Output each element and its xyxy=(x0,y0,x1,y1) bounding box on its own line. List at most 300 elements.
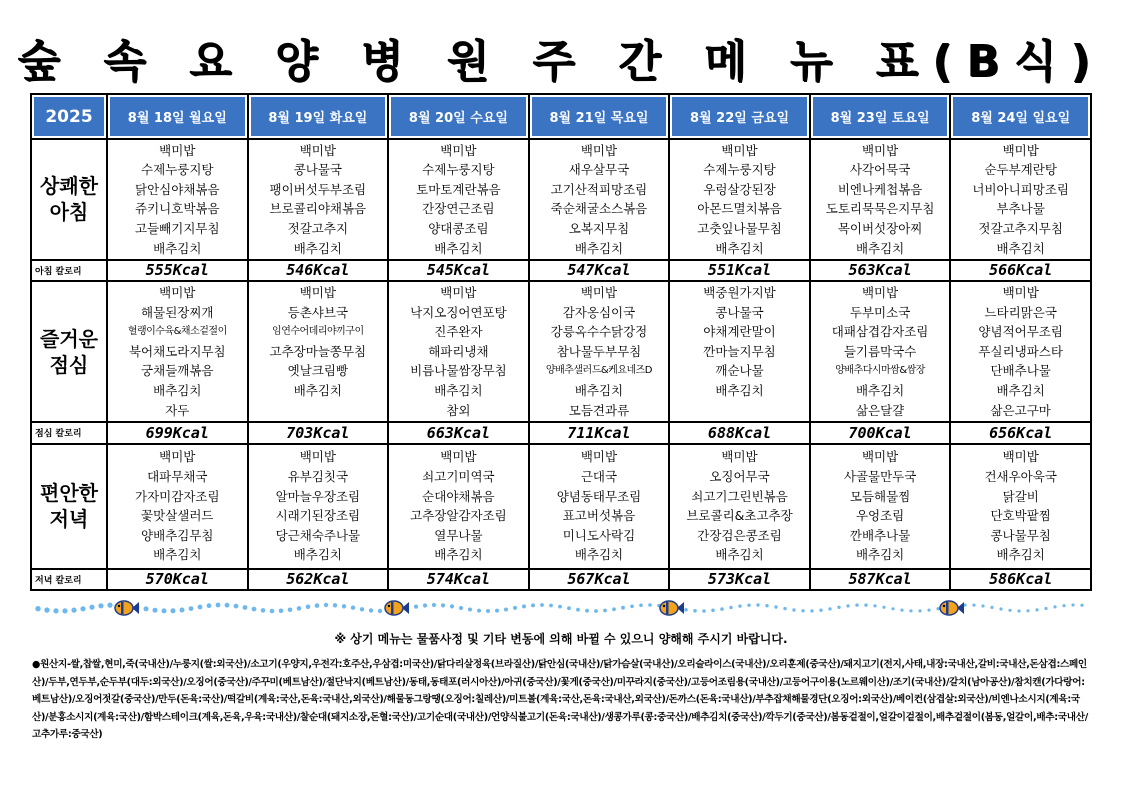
menu-item: 순두부계란탕 xyxy=(984,162,1057,178)
fish-icon xyxy=(115,601,139,615)
bubble xyxy=(648,603,652,607)
bubble xyxy=(279,609,284,614)
bubble xyxy=(819,609,822,612)
bubble xyxy=(189,606,194,611)
menu-item: 단호박팥찜 xyxy=(990,508,1051,524)
menu-item: 배추김치 xyxy=(153,547,202,563)
kcal-value: 700Kcal xyxy=(810,422,951,443)
menu-cell xyxy=(529,281,670,422)
bubble xyxy=(1080,604,1083,607)
menu-cell xyxy=(950,281,1091,422)
notice-text: ※ 상기 메뉴는 물품사정 및 기타 변동에 의해 바뀔 수 있으니 양해해 주시기 바랍니다. xyxy=(334,632,788,646)
menu-item: 브로콜리야채볶음 xyxy=(269,201,367,217)
bubble xyxy=(180,608,185,613)
bubble xyxy=(585,609,589,613)
bubble xyxy=(720,607,724,611)
bubble xyxy=(378,609,382,613)
bubble xyxy=(216,603,221,608)
menu-item: 양배추다시마쌈&쌈장 xyxy=(835,365,925,377)
kcal-value: 573Kcal xyxy=(669,569,810,590)
menu-item: 백미밥 xyxy=(861,449,899,465)
menu-cell xyxy=(388,139,529,260)
day-header: 8월 20일 수요일 xyxy=(388,94,529,139)
day-header: 8월 18일 월요일 xyxy=(107,94,248,139)
menu-cell xyxy=(669,139,810,260)
day-header: 8월 22일 금요일 xyxy=(669,94,810,139)
kcal-value: 567Kcal xyxy=(529,569,670,590)
bubble xyxy=(540,603,544,607)
bubble xyxy=(783,607,786,610)
fish-icon xyxy=(660,601,684,615)
menu-item: 젓갈고추지 xyxy=(287,220,349,236)
bubble xyxy=(936,607,939,610)
meal-label-line: 저녁 xyxy=(49,507,89,532)
kcal-row xyxy=(31,422,1091,443)
kcal-row xyxy=(31,260,1091,281)
bubble xyxy=(107,603,112,608)
menu-item: 깐배추나물 xyxy=(849,527,911,543)
bubble xyxy=(360,607,364,611)
bubble xyxy=(909,609,912,612)
menu-item: 모듬해물찜 xyxy=(849,488,911,504)
menu-item: 쥬키니호박볶음 xyxy=(135,201,220,217)
menu-cell xyxy=(669,444,810,569)
menu-item: 쇠고기그린빈볶음 xyxy=(691,488,788,504)
menu-item: 백미밥 xyxy=(861,285,899,301)
menu-item: 배추김치 xyxy=(715,547,764,563)
menu-item: 두부미소국 xyxy=(849,304,911,320)
menu-item: 등촌샤브국 xyxy=(287,304,349,320)
day-header: 8월 19일 화요일 xyxy=(248,94,389,139)
bubble xyxy=(891,607,894,610)
menu-item: 백미밥 xyxy=(299,285,336,301)
bubble xyxy=(702,609,706,613)
bubble xyxy=(252,607,257,612)
menu-item: 깐마늘지무침 xyxy=(703,343,776,359)
menu-item: 오복지무침 xyxy=(568,220,630,236)
menu-item: 백미밥 xyxy=(1002,142,1039,158)
menu-item: 대패삼겹감자조림 xyxy=(831,324,929,340)
bubble xyxy=(729,606,732,609)
menu-item: 백미밥 xyxy=(440,285,477,301)
kcal-value: 586Kcal xyxy=(950,569,1091,590)
bubble xyxy=(432,603,436,607)
kcal-value: 703Kcal xyxy=(248,422,389,443)
day-header: 8월 23일 토요일 xyxy=(810,94,951,139)
menu-item: 자두 xyxy=(165,402,190,418)
bubble xyxy=(594,609,598,613)
menu-cell xyxy=(529,444,670,569)
menu-item: 삶은달걀 xyxy=(855,402,905,418)
bubble xyxy=(1017,609,1020,612)
menu-item: 순대야채볶음 xyxy=(422,488,495,504)
menu-item: 비엔나케첩볶음 xyxy=(837,181,923,197)
bubble xyxy=(333,603,337,607)
bubble xyxy=(144,606,149,611)
menu-item: 목이버섯장아찌 xyxy=(837,220,923,236)
bubble xyxy=(198,605,203,610)
bubble xyxy=(477,609,481,613)
menu-item: 양념적어무조림 xyxy=(978,324,1063,340)
bubble xyxy=(612,607,616,611)
menu-item: 콩나물무침 xyxy=(990,527,1051,543)
menu-item: 아몬드멸치볶음 xyxy=(697,201,782,217)
bubble xyxy=(261,608,266,613)
kcal-value: 688Kcal xyxy=(669,422,810,443)
menu-cell xyxy=(669,281,810,422)
menu-item: 진주완자 xyxy=(434,324,483,340)
menu-item: 유부김칫국 xyxy=(287,468,349,484)
meal-label xyxy=(31,281,107,422)
header-row xyxy=(31,94,1091,139)
bubble xyxy=(738,604,741,607)
bubble xyxy=(225,603,230,608)
bubble xyxy=(1062,604,1065,607)
menu-item: 사각어묵국 xyxy=(849,162,911,178)
menu-cell xyxy=(810,444,951,569)
bubble xyxy=(414,605,418,609)
bubble xyxy=(558,605,562,609)
bubble xyxy=(855,603,858,606)
menu-item: 백미밥 xyxy=(861,142,899,158)
bubble xyxy=(1053,605,1056,608)
kcal-value: 663Kcal xyxy=(388,422,529,443)
menu-item: 알마늘우장조림 xyxy=(275,488,361,504)
page-title: 숲 속 요 양 병 원 주 간 메 뉴 표(B식) xyxy=(17,36,1105,87)
menu-item: 배추김치 xyxy=(715,383,764,399)
menu-item: 깨순나물 xyxy=(715,363,764,379)
kcal-value: 574Kcal xyxy=(388,569,529,590)
menu-item: 고추장마늘쫑무침 xyxy=(269,343,367,359)
menu-item: 수제누룽지탕 xyxy=(422,162,495,178)
menu-item: 양배추샐러드&케요네즈D xyxy=(545,365,653,377)
bubble xyxy=(423,603,427,607)
menu-item: 백미밥 xyxy=(159,285,196,301)
menu-item: 너비아니피망조림 xyxy=(972,181,1069,197)
menu-item: 백미밥 xyxy=(580,449,618,465)
meal-label-line: 아침 xyxy=(49,200,89,225)
menu-item: 백미밥 xyxy=(440,142,477,158)
kcal-value: 547Kcal xyxy=(529,260,670,281)
bubble xyxy=(306,605,311,610)
bubble xyxy=(342,604,346,608)
bubble xyxy=(828,607,831,610)
menu-item: 북어채도라지무침 xyxy=(128,343,226,359)
kcal-value: 563Kcal xyxy=(810,260,951,281)
meal-label xyxy=(31,139,107,260)
bubble xyxy=(522,604,526,608)
menu-item: 양배추김무침 xyxy=(141,527,214,543)
meal-label-line: 즐거운 xyxy=(40,326,98,351)
menu-item: 배추김치 xyxy=(293,547,342,563)
bubble xyxy=(62,608,67,613)
menu-item: 오징어무국 xyxy=(709,468,770,484)
menu-item: 배추김치 xyxy=(153,240,202,256)
bubble xyxy=(288,608,293,613)
kcal-value: 566Kcal xyxy=(950,260,1091,281)
menu-item: 쇠고기미역국 xyxy=(422,468,495,484)
bubble xyxy=(1026,609,1029,612)
menu-item: 백중원가지밥 xyxy=(703,285,776,301)
menu-item: 참외 xyxy=(446,402,471,418)
menu-item: 우렁살강된장 xyxy=(703,181,776,197)
kcal-value: 711Kcal xyxy=(529,422,670,443)
kcal-value: 551Kcal xyxy=(669,260,810,281)
menu-item: 배추김치 xyxy=(855,240,905,256)
bubble xyxy=(621,606,625,610)
menu-item: 토마토계란볶음 xyxy=(416,181,501,197)
menu-item: 느타리맑은국 xyxy=(984,304,1057,320)
menu-item: 꽃맛살샐러드 xyxy=(141,508,214,524)
menu-item: 간장검은콩조림 xyxy=(697,527,782,543)
menu-item: 백미밥 xyxy=(580,285,618,301)
menu-item: 닭안심야채볶음 xyxy=(135,181,220,197)
bubble xyxy=(873,604,876,607)
bubble xyxy=(900,609,903,612)
bubble xyxy=(567,606,571,610)
kcal-value: 570Kcal xyxy=(107,569,248,590)
menu-item: 해파리냉채 xyxy=(428,343,489,359)
bubble xyxy=(441,603,445,607)
menu-item: 수제누룽지탕 xyxy=(703,162,776,178)
bubble xyxy=(630,605,634,609)
bubble xyxy=(162,608,167,613)
bubble xyxy=(270,609,275,614)
bubble xyxy=(801,609,804,612)
menu-item: 해물된장찌개 xyxy=(141,304,214,320)
kcal-label: 아침 칼로리 xyxy=(31,260,107,281)
menu-item: 고기산적피망조림 xyxy=(550,181,648,197)
bubble xyxy=(756,603,759,606)
bubble xyxy=(1044,607,1047,610)
menu-item: 고추장알감자조림 xyxy=(410,508,507,524)
menu-cell xyxy=(248,444,389,569)
menu-item xyxy=(670,401,809,421)
menu-item: 백미밥 xyxy=(1002,449,1039,465)
bubble xyxy=(1008,609,1011,612)
decorative-bubble-border xyxy=(34,597,1090,619)
menu-item: 야채계란말이 xyxy=(703,324,776,340)
menu-item: 배추김치 xyxy=(434,240,483,256)
bubble xyxy=(972,604,975,607)
bubble xyxy=(981,604,984,607)
bubble xyxy=(459,606,463,610)
menu-cell xyxy=(107,444,248,569)
menu-item: 백미밥 xyxy=(299,449,336,465)
bubble xyxy=(495,609,499,613)
menu-item: 혈랭이수육&채소겉절이 xyxy=(127,326,227,338)
menu-item: 배추김치 xyxy=(293,383,342,399)
kcal-value: 555Kcal xyxy=(107,260,248,281)
bubble xyxy=(98,603,103,608)
menu-item: 배추김치 xyxy=(434,547,483,563)
bubble xyxy=(747,604,750,607)
bubble xyxy=(531,603,535,607)
menu-cell xyxy=(107,281,248,422)
menu-item: 백미밥 xyxy=(440,449,477,465)
menu-item: 배추김치 xyxy=(293,240,342,256)
bubble xyxy=(864,603,867,606)
bubble xyxy=(71,608,76,613)
kcal-label: 점심 칼로리 xyxy=(31,422,107,443)
weekly-menu-table xyxy=(30,93,1092,591)
menu-item: 들기름막국수 xyxy=(843,343,917,359)
bubble xyxy=(810,609,813,612)
menu-item: 부추나물 xyxy=(996,201,1045,217)
bubble xyxy=(89,605,94,610)
menu-item: 백미밥 xyxy=(580,142,618,158)
meal-label-line: 상쾌한 xyxy=(40,174,98,199)
bubble xyxy=(324,603,328,607)
bubble xyxy=(1071,603,1074,606)
menu-item: 콩나물국 xyxy=(715,304,764,320)
menu-item: 백미밥 xyxy=(159,449,196,465)
menu-item: 사골물만두국 xyxy=(843,468,917,484)
bubble xyxy=(171,608,176,613)
menu-item: 팽이버섯두부조림 xyxy=(269,181,367,197)
kcal-label: 저녁 칼로리 xyxy=(31,569,107,590)
bubble xyxy=(351,606,355,610)
menu-item: 옛날크림빵 xyxy=(287,363,349,379)
bubble xyxy=(927,609,930,612)
kcal-row xyxy=(31,569,1091,590)
menu-item: 배추김치 xyxy=(855,383,905,399)
menu-item: 배추김치 xyxy=(574,240,624,256)
meal-row xyxy=(31,444,1091,569)
bubble xyxy=(918,609,921,612)
menu-cell xyxy=(810,281,951,422)
menu-item: 강릉옥수수닭강정 xyxy=(550,324,648,340)
menu-item: 새우살무국 xyxy=(568,162,630,178)
bubble xyxy=(999,607,1002,610)
bubble xyxy=(711,609,715,613)
menu-item: 대파무채국 xyxy=(147,468,208,484)
menu-item: 가자미감자조림 xyxy=(135,488,220,504)
bubble xyxy=(603,609,607,613)
bubble xyxy=(234,604,239,609)
menu-cell xyxy=(248,139,389,260)
menu-cell xyxy=(950,444,1091,569)
kcal-value: 699Kcal xyxy=(107,422,248,443)
menu-item: 시래기된장조림 xyxy=(275,508,361,524)
bubble xyxy=(369,608,373,612)
menu-item: 표고버섯볶음 xyxy=(562,508,636,524)
menu-item: 브로콜리&초고추장 xyxy=(686,508,793,524)
menu-item: 죽순채굴소스볶음 xyxy=(550,201,648,217)
bubble xyxy=(450,604,454,608)
menu-cell xyxy=(529,139,670,260)
bubble xyxy=(315,603,320,608)
menu-item: 간장연근조림 xyxy=(422,201,495,217)
menu-item: 백미밥 xyxy=(159,142,196,158)
bubble xyxy=(846,604,849,607)
bubble xyxy=(684,608,688,612)
menu-item xyxy=(249,401,388,421)
bubble xyxy=(639,604,643,608)
kcal-value: 546Kcal xyxy=(248,260,389,281)
menu-item: 모듬견과류 xyxy=(568,402,630,418)
bubble xyxy=(468,608,472,612)
menu-item: 궁채들깨볶음 xyxy=(141,363,214,379)
fish-icon xyxy=(940,601,964,615)
menu-cell xyxy=(388,281,529,422)
bubble xyxy=(792,608,795,611)
bubble xyxy=(576,608,580,612)
bubble xyxy=(243,605,248,610)
bubble xyxy=(504,608,508,612)
menu-item: 수제누룽지탕 xyxy=(141,162,214,178)
bubble xyxy=(774,605,777,608)
menu-item: 배추김치 xyxy=(996,383,1045,399)
menu-item: 배추김치 xyxy=(434,383,483,399)
menu-item: 배추김치 xyxy=(574,547,624,563)
menu-cell xyxy=(248,281,389,422)
menu-item: 양대콩조림 xyxy=(428,220,489,236)
bubble xyxy=(486,609,490,613)
menu-item: 백미밥 xyxy=(299,142,336,158)
menu-item: 백미밥 xyxy=(721,449,758,465)
menu-item: 배추김치 xyxy=(715,240,764,256)
bubble xyxy=(765,604,768,607)
menu-item: 고춧잎나물무침 xyxy=(697,220,782,236)
bubble xyxy=(44,607,49,612)
menu-item: 콩나물국 xyxy=(293,162,342,178)
menu-item: 삶은고구마 xyxy=(990,402,1051,418)
menu-item: 감자옹심이국 xyxy=(562,304,636,320)
menu-item: 참나물두부무침 xyxy=(556,343,642,359)
menu-cell xyxy=(950,139,1091,260)
year-header: 2025 xyxy=(31,94,107,139)
menu-item: 단배추나물 xyxy=(990,363,1051,379)
menu-item: 배추김치 xyxy=(574,383,624,399)
day-header: 8월 24일 일요일 xyxy=(950,94,1091,139)
bubble xyxy=(837,606,840,609)
menu-item: 젓갈고추지무침 xyxy=(978,220,1063,236)
menu-item: 도토리묵묵은지무침 xyxy=(825,201,935,217)
menu-item: 미니도사락김 xyxy=(562,527,636,543)
menu-item: 당근채숙주나물 xyxy=(275,527,361,543)
menu-item: 배추김치 xyxy=(996,547,1045,563)
fish-icon xyxy=(385,601,409,615)
bubble xyxy=(1035,608,1038,611)
bubble xyxy=(882,606,885,609)
menu-cell xyxy=(810,139,951,260)
bubble xyxy=(297,606,302,611)
menu-item: 배추김치 xyxy=(996,240,1045,256)
bubble xyxy=(513,606,517,610)
menu-item: 건새우아욱국 xyxy=(984,468,1057,484)
meal-row xyxy=(31,281,1091,422)
meal-label xyxy=(31,444,107,569)
menu-item: 임연수어데리야끼구이 xyxy=(272,326,364,338)
menu-item: 낙지오징어연포탕 xyxy=(410,304,507,320)
menu-item: 배추김치 xyxy=(153,383,202,399)
menu-cell xyxy=(107,139,248,260)
meal-label-line: 점심 xyxy=(49,352,89,377)
kcal-value: 587Kcal xyxy=(810,569,951,590)
meal-label-line: 편안한 xyxy=(40,481,98,506)
menu-item: 닭갈비 xyxy=(1002,488,1039,504)
menu-item: 비름나물쌈장무침 xyxy=(410,363,507,379)
bubble xyxy=(549,604,553,608)
kcal-value: 562Kcal xyxy=(248,569,389,590)
kcal-value: 545Kcal xyxy=(388,260,529,281)
kcal-value: 656Kcal xyxy=(950,422,1091,443)
bubble xyxy=(80,606,85,611)
menu-item: 열무나물 xyxy=(434,527,483,543)
menu-item: 양념동태무조림 xyxy=(556,488,642,504)
menu-item: 푸실리냉파스타 xyxy=(978,343,1063,359)
